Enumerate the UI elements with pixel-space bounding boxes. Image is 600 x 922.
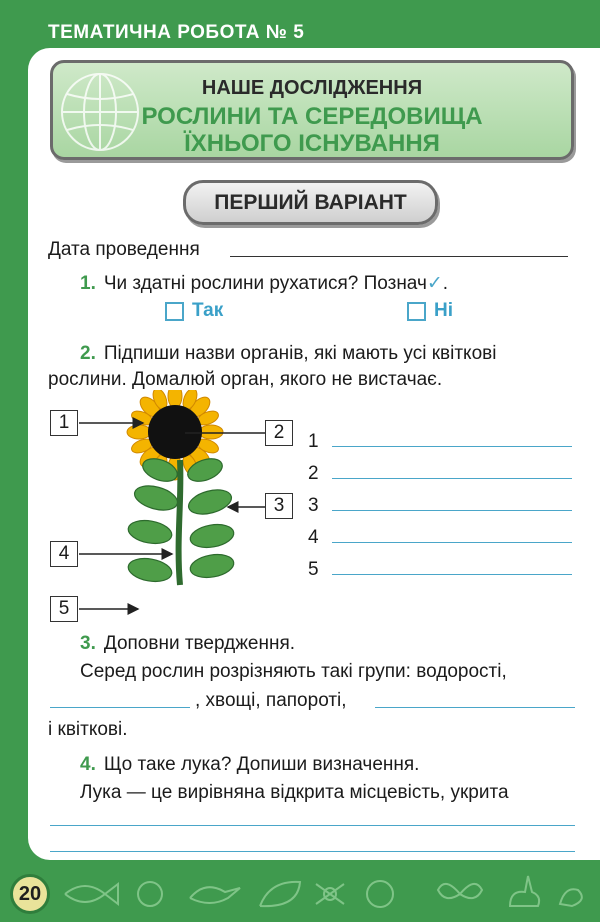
butterfly-icon: [438, 884, 482, 898]
question-2-line2: рослини. Домалюй орган, якого не вистачає.: [48, 369, 443, 390]
bird-icon: [190, 887, 240, 903]
answer-line-5[interactable]: [332, 574, 572, 575]
ladybug-icon: [138, 882, 162, 906]
question-2-number: 2.: [80, 343, 96, 364]
question-1-number: 1.: [80, 273, 96, 294]
answer-number-2: 2: [308, 463, 319, 484]
organ-label-2: 2: [265, 420, 293, 446]
organ-label-1: 1: [50, 410, 78, 436]
answer-line-1[interactable]: [332, 446, 572, 447]
variant-badge: ПЕРШИЙ ВАРІАНТ: [183, 180, 438, 225]
fish-icon: [65, 884, 118, 904]
banner-heading: НАШЕ ДОСЛІДЖЕННЯ: [201, 77, 423, 99]
answer-number-4: 4: [308, 527, 319, 548]
page-number: 20: [10, 874, 50, 914]
question-1-end: .: [442, 273, 449, 294]
question-4-line1: Лука — це вирівняна відкрита місцевість, укрита: [80, 782, 509, 803]
question-3-middle: , хвощі, папороті,: [195, 690, 347, 711]
animal-silhouettes-decoration: [60, 870, 590, 918]
question-3-line1: Серед рослин розрізняють такі групи: водорості,: [80, 661, 507, 682]
option-no-label: Ні: [434, 300, 453, 321]
answer-number-3: 3: [308, 495, 319, 516]
checkmark-icon: ✓: [426, 273, 443, 294]
answer-line-2[interactable]: [332, 478, 572, 479]
question-3-number: 3.: [80, 633, 96, 654]
frog-icon: [560, 889, 582, 906]
date-label: Дата проведення: [48, 239, 200, 260]
option-yes-label: Так: [192, 300, 224, 321]
worksheet-title: ТЕМАТИЧНА РОБОТА № 5: [48, 22, 305, 43]
question-1-text: Чи здатні рослини рухатися? Познач: [103, 273, 427, 294]
question-4-number: 4.: [80, 754, 96, 775]
q3-blank-2[interactable]: [375, 707, 575, 708]
question-2-text: Підпиши назви органів, які мають усі квіткові: [103, 343, 497, 364]
question-3-title: [80, 632, 295, 656]
answer-number-5: 5: [308, 559, 319, 580]
question-4-title: [80, 753, 419, 777]
q4-answer-line-2[interactable]: [50, 851, 575, 852]
question-3-text: Доповни твердження.: [103, 633, 296, 654]
answer-line-3[interactable]: [332, 510, 572, 511]
question-4-text: Що таке лука? Допиши визначення.: [103, 754, 420, 775]
organ-label-4: 4: [50, 541, 78, 567]
answer-line-4[interactable]: [332, 542, 572, 543]
leaf-icon: [260, 882, 300, 906]
banner-topic-line2: ЇХНЬОГО ІСНУВАННЯ: [184, 130, 440, 157]
organ-label-5: 5: [50, 596, 78, 622]
q4-answer-line-1[interactable]: [50, 825, 575, 826]
answer-number-1: 1: [308, 431, 319, 452]
turtle-icon: [367, 881, 393, 907]
rabbit-icon: [510, 876, 539, 906]
question-3-line3: і квіткові.: [48, 719, 128, 740]
organ-label-3: 3: [265, 493, 293, 519]
q3-blank-1[interactable]: [50, 707, 190, 708]
banner-topic-line1: РОСЛИНИ ТА СЕРЕДОВИЩА: [141, 103, 483, 130]
